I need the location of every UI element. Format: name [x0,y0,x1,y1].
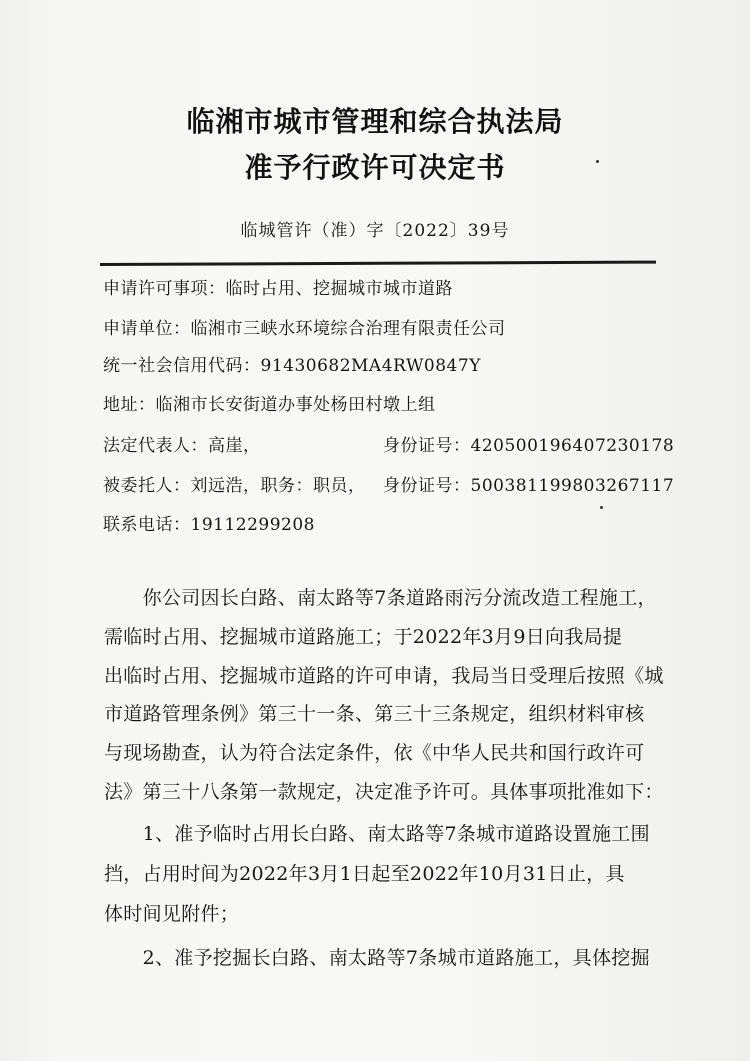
application-item: 申请许可事项：临时占用、挖掘城市城市道路 [103,279,453,299]
document-number: 临城管许（准）字〔2022〕39号 [240,221,510,241]
body-line: 出临时占用、挖掘城市道路的许可申请，我局当日受理后按照《城 [104,665,664,687]
entrusted-agent-id: 身份证号：500381199803267117 [383,476,675,496]
header-divider [100,261,656,266]
document-title: 准予行政许可决定书 [244,151,506,184]
credit-code: 统一社会信用代码：91430682MA4RW0847Y [103,356,481,376]
body-line: 体时间见附件； [104,903,240,925]
scan-speck [596,160,599,163]
entrusted-agent: 被委托人：刘远浩，职务：职员， [103,476,366,496]
body-line: 2、准予挖掘长白路、南太路等7条城市道路施工，具体挖掘 [104,947,650,969]
body-line: 需临时占用、挖掘城市道路施工；于2022年3月9日向我局提 [104,626,623,648]
body-line: 1、准予临时占用长白路、南太路等7条城市道路设置施工围 [104,823,650,845]
legal-representative: 法定代表人：高崖， [103,436,261,456]
address: 地址：临湘市长安街道办事处杨田村墩上组 [103,395,436,415]
applicant-unit: 申请单位：临湘市三峡水环境综合治理有限责任公司 [103,319,506,339]
scan-speck [600,506,603,509]
body-line: 与现场勘查，认为符合法定条件，依《中华人民共和国行政许可 [104,742,645,764]
body-line: 挡，占用时间为2022年3月1日起至2022年10月31日止，具 [104,863,625,885]
body-line: 市道路管理条例》第三十一条、第三十三条规定，组织材料审核 [104,703,645,725]
body-line: 法》第三十八条第一款规定，决定准予许可。具体事项批准如下： [104,781,664,803]
legal-representative-id: 身份证号：420500196407230178 [383,436,675,456]
body-line: 你公司因长白路、南太路等7条道路雨污分流改造工程施工， [104,587,657,609]
issuer-title: 临湘市城市管理和综合执法局 [186,105,564,138]
contact-phone: 联系电话：19112299208 [103,515,315,535]
